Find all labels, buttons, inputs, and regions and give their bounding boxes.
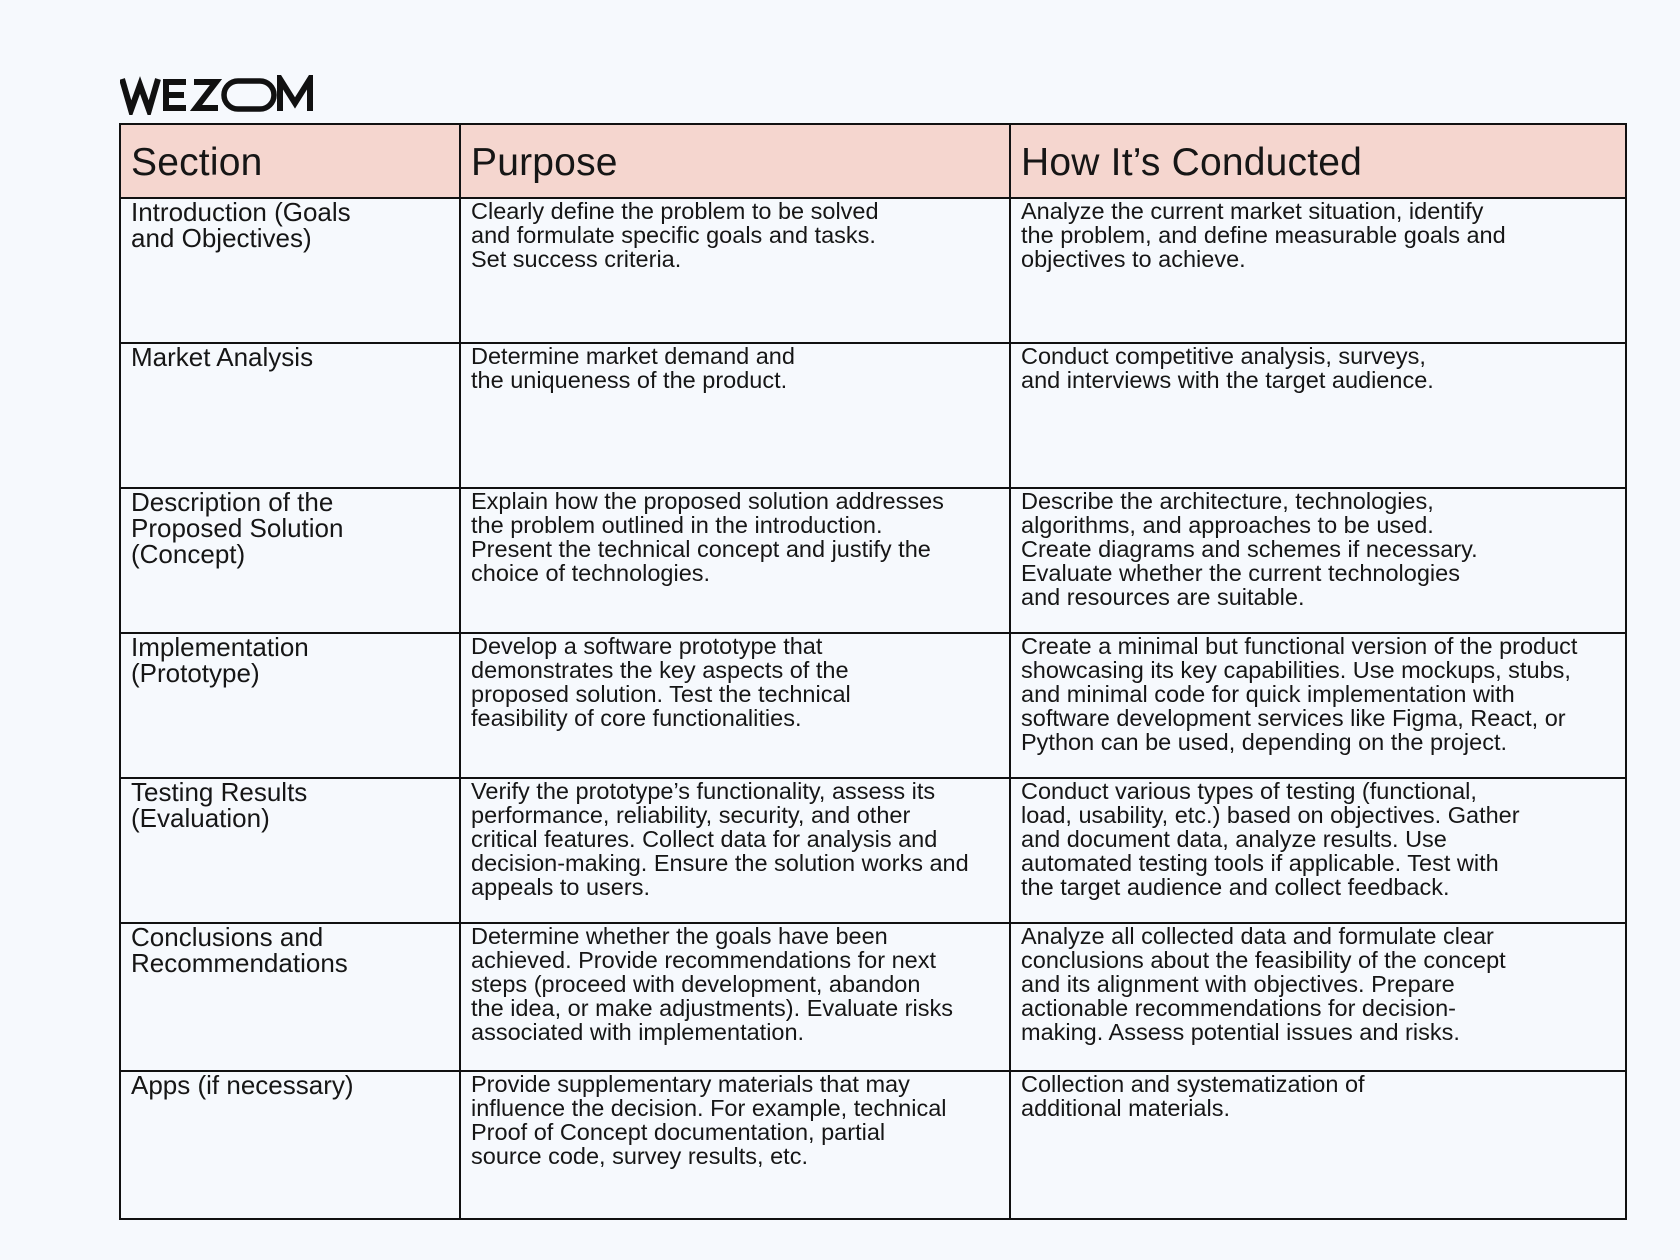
cell-section: Introduction (Goals and Objectives): [120, 198, 460, 343]
table-row: [120, 198, 1626, 343]
cell-how-conducted: Conduct competitive analysis, surveys, and interviews with the target audience.: [1010, 343, 1626, 488]
table-row: [120, 1071, 1626, 1219]
cell-how-conducted: Conduct various types of testing (functional, load, usability, etc.) based on objectives. Gather and document data, analyze results. Use automated testing tools if applicable. Test with the target audience and collect feedback.: [1010, 778, 1626, 923]
table-row: [120, 633, 1626, 778]
wezom-logo-mark: [120, 75, 320, 115]
cell-purpose: Determine market demand and the uniqueness of the product.: [460, 343, 1010, 488]
cell-section: Implementation (Prototype): [120, 633, 460, 778]
header-row: [120, 124, 1626, 198]
cell-purpose: Clearly define the problem to be solved and formulate specific goals and tasks. Set success criteria.: [460, 198, 1010, 343]
table-row: [120, 923, 1626, 1071]
table-row: [120, 778, 1626, 923]
cell-how-conducted: Analyze all collected data and formulate clear conclusions about the feasibility of the concept and its alignment with objectives. Prepare actionable recommendations for decision- making. Assess potential issues and risks.: [1010, 923, 1626, 1071]
cell-purpose: Provide supplementary materials that may influence the decision. For example, technical Proof of Concept documentation, partial source code, survey results, etc.: [460, 1071, 1010, 1219]
cell-section: Conclusions and Recommendations: [120, 923, 460, 1071]
wezom-logo: [120, 74, 320, 116]
cell-purpose: Explain how the proposed solution addresses the problem outlined in the introduction. Present the technical concept and justify the choice of technologies.: [460, 488, 1010, 633]
cell-purpose: Determine whether the goals have been achieved. Provide recommendations for next steps (proceed with development, abandon the idea, or make adjustments). Evaluate risks associated with implementation.: [460, 923, 1010, 1071]
header-purpose: Purpose: [460, 124, 1010, 198]
cell-section: Description of the Proposed Solution (Concept): [120, 488, 460, 633]
cell-how-conducted: Create a minimal but functional version of the product showcasing its key capabilities. Use mockups, stubs, and minimal code for quick implementation with software development services like Figma, React, or Python can be used, depending on the project.: [1010, 633, 1626, 778]
header-section: Section: [120, 124, 460, 198]
cell-purpose: Develop a software prototype that demonstrates the key aspects of the proposed solution. Test the technical feasibility of core functionalities.: [460, 633, 1010, 778]
cell-how-conducted: Collection and systematization of additional materials.: [1010, 1071, 1626, 1219]
cell-how-conducted: Analyze the current market situation, identify the problem, and define measurable goals and objectives to achieve.: [1010, 198, 1626, 343]
cell-purpose: Verify the prototype’s functionality, assess its performance, reliability, security, and other critical features. Collect data for analysis and decision-making. Ensure the solution works and appeals to users.: [460, 778, 1010, 923]
poc-structure-table: [119, 123, 1627, 1220]
table-row: [120, 488, 1626, 633]
cell-how-conducted: Describe the architecture, technologies, algorithms, and approaches to be used. Create diagrams and schemes if necessary. Evaluate whether the current technologies and resources are suitable.: [1010, 488, 1626, 633]
table-row: [120, 343, 1626, 488]
cell-section: Market Analysis: [120, 343, 460, 488]
cell-section: Testing Results (Evaluation): [120, 778, 460, 923]
cell-section: Apps (if necessary): [120, 1071, 460, 1219]
header-how-conducted: How It’s Conducted: [1010, 124, 1626, 198]
